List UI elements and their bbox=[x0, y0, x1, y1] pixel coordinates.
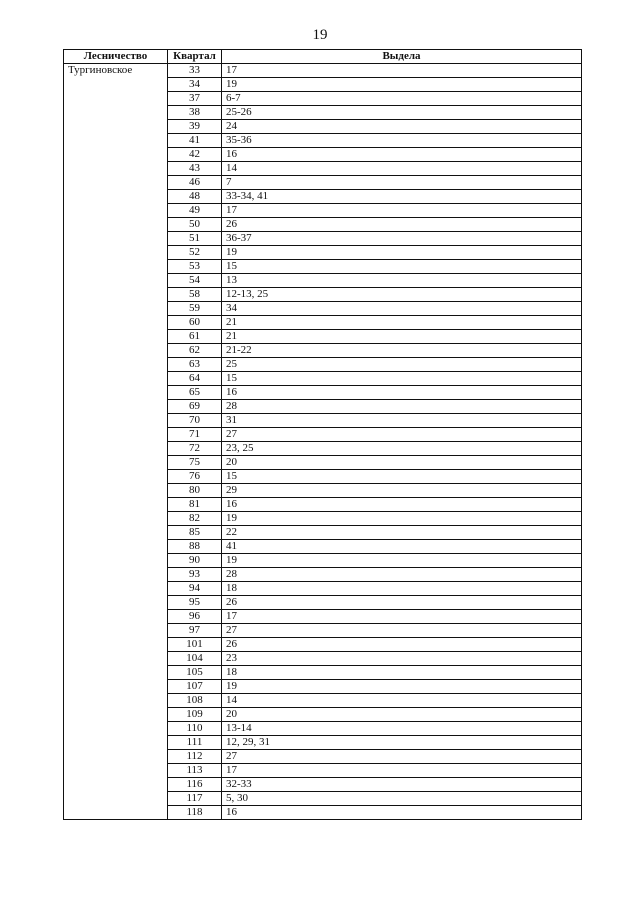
quarter-cell: 49 bbox=[168, 204, 222, 218]
quarter-cell: 58 bbox=[168, 288, 222, 302]
quarter-cell: 90 bbox=[168, 554, 222, 568]
quarter-cell: 96 bbox=[168, 610, 222, 624]
plots-cell: 20 bbox=[222, 456, 582, 470]
quarter-cell: 61 bbox=[168, 330, 222, 344]
quarter-cell: 107 bbox=[168, 680, 222, 694]
plots-cell: 26 bbox=[222, 638, 582, 652]
plots-cell: 41 bbox=[222, 540, 582, 554]
quarter-cell: 46 bbox=[168, 176, 222, 190]
plots-cell: 16 bbox=[222, 498, 582, 512]
header-row bbox=[64, 50, 582, 64]
plots-cell: 25 bbox=[222, 358, 582, 372]
plots-cell: 18 bbox=[222, 582, 582, 596]
quarter-cell: 50 bbox=[168, 218, 222, 232]
quarter-cell: 81 bbox=[168, 498, 222, 512]
quarter-cell: 69 bbox=[168, 400, 222, 414]
plots-cell: 19 bbox=[222, 680, 582, 694]
plots-cell: 6-7 bbox=[222, 92, 582, 106]
plots-cell: 19 bbox=[222, 512, 582, 526]
forest-plots-table bbox=[63, 49, 582, 820]
quarter-cell: 75 bbox=[168, 456, 222, 470]
plots-cell: 25-26 bbox=[222, 106, 582, 120]
district-cell: Тургиновское bbox=[64, 64, 168, 820]
quarter-cell: 38 bbox=[168, 106, 222, 120]
quarter-cell: 112 bbox=[168, 750, 222, 764]
plots-cell: 15 bbox=[222, 470, 582, 484]
plots-cell: 14 bbox=[222, 694, 582, 708]
quarter-cell: 72 bbox=[168, 442, 222, 456]
plots-cell: 21 bbox=[222, 316, 582, 330]
quarter-cell: 34 bbox=[168, 78, 222, 92]
plots-cell: 32-33 bbox=[222, 778, 582, 792]
quarter-cell: 108 bbox=[168, 694, 222, 708]
plots-cell: 21-22 bbox=[222, 344, 582, 358]
plots-cell: 36-37 bbox=[222, 232, 582, 246]
table-header bbox=[64, 50, 582, 64]
plots-cell: 19 bbox=[222, 246, 582, 260]
plots-cell: 27 bbox=[222, 428, 582, 442]
plots-cell: 27 bbox=[222, 750, 582, 764]
quarter-cell: 51 bbox=[168, 232, 222, 246]
plots-cell: 13 bbox=[222, 274, 582, 288]
quarter-cell: 62 bbox=[168, 344, 222, 358]
plots-cell: 12, 29, 31 bbox=[222, 736, 582, 750]
quarter-cell: 101 bbox=[168, 638, 222, 652]
quarter-cell: 63 bbox=[168, 358, 222, 372]
plots-cell: 7 bbox=[222, 176, 582, 190]
quarter-cell: 110 bbox=[168, 722, 222, 736]
plots-cell: 24 bbox=[222, 120, 582, 134]
quarter-cell: 41 bbox=[168, 134, 222, 148]
header-district: Лесничество bbox=[64, 50, 168, 64]
quarter-cell: 48 bbox=[168, 190, 222, 204]
plots-cell: 15 bbox=[222, 260, 582, 274]
plots-cell: 17 bbox=[222, 764, 582, 778]
quarter-cell: 113 bbox=[168, 764, 222, 778]
quarter-cell: 111 bbox=[168, 736, 222, 750]
plots-cell: 18 bbox=[222, 666, 582, 680]
header-plots: Выдела bbox=[222, 50, 582, 64]
plots-cell: 15 bbox=[222, 372, 582, 386]
quarter-cell: 39 bbox=[168, 120, 222, 134]
quarter-cell: 94 bbox=[168, 582, 222, 596]
plots-cell: 28 bbox=[222, 400, 582, 414]
plots-cell: 26 bbox=[222, 218, 582, 232]
plots-cell: 19 bbox=[222, 554, 582, 568]
plots-cell: 13-14 bbox=[222, 722, 582, 736]
quarter-cell: 65 bbox=[168, 386, 222, 400]
plots-cell: 26 bbox=[222, 596, 582, 610]
plots-cell: 22 bbox=[222, 526, 582, 540]
quarter-cell: 43 bbox=[168, 162, 222, 176]
plots-cell: 5, 30 bbox=[222, 792, 582, 806]
plots-cell: 17 bbox=[222, 204, 582, 218]
quarter-cell: 85 bbox=[168, 526, 222, 540]
plots-cell: 12-13, 25 bbox=[222, 288, 582, 302]
quarter-cell: 80 bbox=[168, 484, 222, 498]
quarter-cell: 118 bbox=[168, 806, 222, 820]
plots-cell: 27 bbox=[222, 624, 582, 638]
plots-cell: 20 bbox=[222, 708, 582, 722]
plots-cell: 29 bbox=[222, 484, 582, 498]
quarter-cell: 59 bbox=[168, 302, 222, 316]
table-row bbox=[64, 64, 582, 78]
quarter-cell: 52 bbox=[168, 246, 222, 260]
quarter-cell: 71 bbox=[168, 428, 222, 442]
table-body bbox=[64, 64, 582, 820]
plots-cell: 31 bbox=[222, 414, 582, 428]
quarter-cell: 97 bbox=[168, 624, 222, 638]
quarter-cell: 42 bbox=[168, 148, 222, 162]
page-number: 19 bbox=[312, 27, 328, 43]
quarter-cell: 64 bbox=[168, 372, 222, 386]
quarter-cell: 82 bbox=[168, 512, 222, 526]
quarter-cell: 117 bbox=[168, 792, 222, 806]
plots-cell: 34 bbox=[222, 302, 582, 316]
quarter-cell: 105 bbox=[168, 666, 222, 680]
plots-cell: 23 bbox=[222, 652, 582, 666]
plots-cell: 16 bbox=[222, 806, 582, 820]
quarter-cell: 88 bbox=[168, 540, 222, 554]
plots-cell: 19 bbox=[222, 78, 582, 92]
plots-cell: 17 bbox=[222, 64, 582, 78]
quarter-cell: 76 bbox=[168, 470, 222, 484]
quarter-cell: 70 bbox=[168, 414, 222, 428]
plots-cell: 21 bbox=[222, 330, 582, 344]
plots-cell: 33-34, 41 bbox=[222, 190, 582, 204]
plots-cell: 14 bbox=[222, 162, 582, 176]
plots-cell: 17 bbox=[222, 610, 582, 624]
quarter-cell: 109 bbox=[168, 708, 222, 722]
quarter-cell: 104 bbox=[168, 652, 222, 666]
quarter-cell: 53 bbox=[168, 260, 222, 274]
quarter-cell: 116 bbox=[168, 778, 222, 792]
quarter-cell: 33 bbox=[168, 64, 222, 78]
plots-cell: 16 bbox=[222, 148, 582, 162]
quarter-cell: 95 bbox=[168, 596, 222, 610]
plots-cell: 23, 25 bbox=[222, 442, 582, 456]
plots-cell: 16 bbox=[222, 386, 582, 400]
quarter-cell: 54 bbox=[168, 274, 222, 288]
header-quarter: Квартал bbox=[168, 50, 222, 64]
plots-cell: 28 bbox=[222, 568, 582, 582]
quarter-cell: 37 bbox=[168, 92, 222, 106]
quarter-cell: 93 bbox=[168, 568, 222, 582]
plots-cell: 35-36 bbox=[222, 134, 582, 148]
quarter-cell: 60 bbox=[168, 316, 222, 330]
